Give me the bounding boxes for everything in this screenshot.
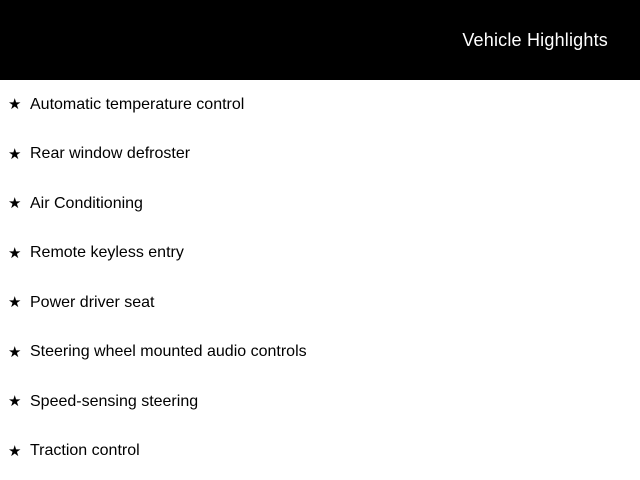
page-title: Vehicle Highlights [462, 30, 608, 50]
list-item-label: Power driver seat [30, 293, 155, 311]
header-bar [0, 0, 640, 80]
vehicle-highlights-list [0, 80, 640, 476]
list-item [0, 427, 640, 477]
list-item [0, 130, 640, 180]
star-icon: ★ [8, 96, 22, 114]
list-item-label: Automatic temperature control [30, 95, 245, 113]
list-item-label: Air Conditioning [30, 194, 143, 212]
list-item [0, 278, 640, 328]
list-item-label: Remote keyless entry [30, 244, 184, 262]
list-item [0, 179, 640, 229]
star-icon: ★ [8, 393, 22, 411]
list-item [0, 80, 640, 130]
star-icon: ★ [8, 343, 22, 361]
star-icon: ★ [8, 244, 22, 262]
list-item-label: Steering wheel mounted audio controls [30, 343, 307, 361]
list-item-label: Speed-sensing steering [30, 392, 199, 410]
star-icon: ★ [8, 294, 22, 312]
star-icon: ★ [8, 195, 22, 213]
list-item [0, 377, 640, 427]
list-item [0, 328, 640, 378]
list-item-label: Rear window defroster [30, 145, 191, 163]
star-icon: ★ [8, 442, 22, 460]
star-icon: ★ [8, 145, 22, 163]
list-item-label: Traction control [30, 442, 140, 460]
list-item [0, 229, 640, 279]
